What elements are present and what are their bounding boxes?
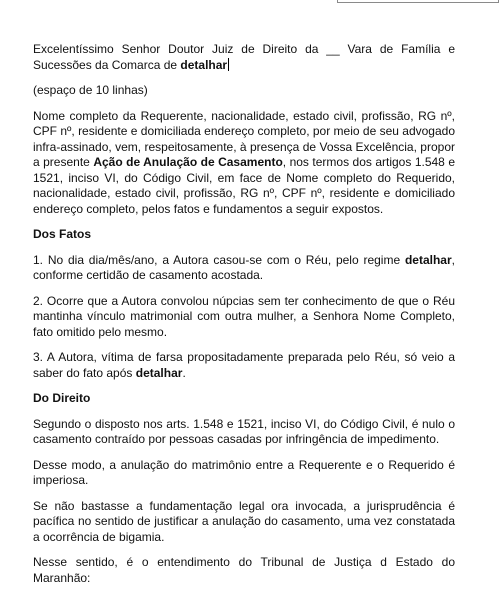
regime-placeholder: detalhar xyxy=(404,252,452,267)
facts-heading: Dos Fatos xyxy=(33,227,92,241)
action-title: Ação de Anulação de Casamento xyxy=(93,155,283,169)
document-body xyxy=(33,42,455,596)
spacing-note: (espaço de 10 linhas) xyxy=(33,83,148,97)
law-paragraph-2: Desse modo, a anulação do matrimônio entre a Requerente e o Requerido é imperiosa. xyxy=(33,457,455,487)
header-box xyxy=(337,0,499,3)
address-paragraph: Excelentíssimo Senhor Doutor Juiz de Direito da __ Vara de Família e Sucessões da Comarca de detalhar xyxy=(33,42,455,72)
intro-paragraph: Nome completo da Requerente, nacionalidade, estado civil, profissão, RG nº, CPF nº, residente e domiciliada endereço completo, por meio de seu advogado infra-assinado, vem, respeitosamente, à presença de Vossa Excelência, propor a presente Ação de Anulação de Casamento, nos termos dos artigos 1.548 e 1521, inciso VI, do Código Civil, em face de Nome completo do Requerido, nacionalidade, estado civil, profissão, RG nº, CPF nº, residente e domiciliado endereço completo, pelos fatos e fundamentos a seguir expostos. xyxy=(33,108,455,216)
fact-3: 3. A Autora, vítima de farsa propositadamente preparada pelo Réu, só veio a saber do fato após detalhar. xyxy=(33,350,455,380)
law-paragraph-4: Nesse sentido, é o entendimento do Tribunal de Justiça d Estado do Maranhão: xyxy=(33,555,455,585)
law-paragraph-3: Se não bastasse a fundamentação legal ora invocada, a jurisprudência é pacífica no sentido de justificar a anulação do casamento, uma vez constatada a ocorrência de bigamia. xyxy=(33,498,455,544)
text-cursor xyxy=(228,58,229,71)
law-paragraph-1: Segundo o disposto nos arts. 1.548 e 1521, inciso VI, do Código Civil, é nulo o casamento contraído por pessoas casadas por infringência de impedimento. xyxy=(33,416,455,446)
law-heading: Do Direito xyxy=(33,391,91,405)
fact-2: 2. Ocorre que a Autora convolou núpcias sem ter conhecimento de que o Réu mantinha vínculo matrimonial com outra mulher, a Senhora Nome Completo, fato omitido pelo mesmo. xyxy=(33,293,455,339)
discovery-placeholder: detalhar xyxy=(135,365,183,380)
address-placeholder: detalhar xyxy=(180,57,228,72)
fact-1: 1. No dia dia/mês/ano, a Autora casou-se com o Réu, pelo regime detalhar, conforme certidão de casamento acostada. xyxy=(33,252,455,282)
